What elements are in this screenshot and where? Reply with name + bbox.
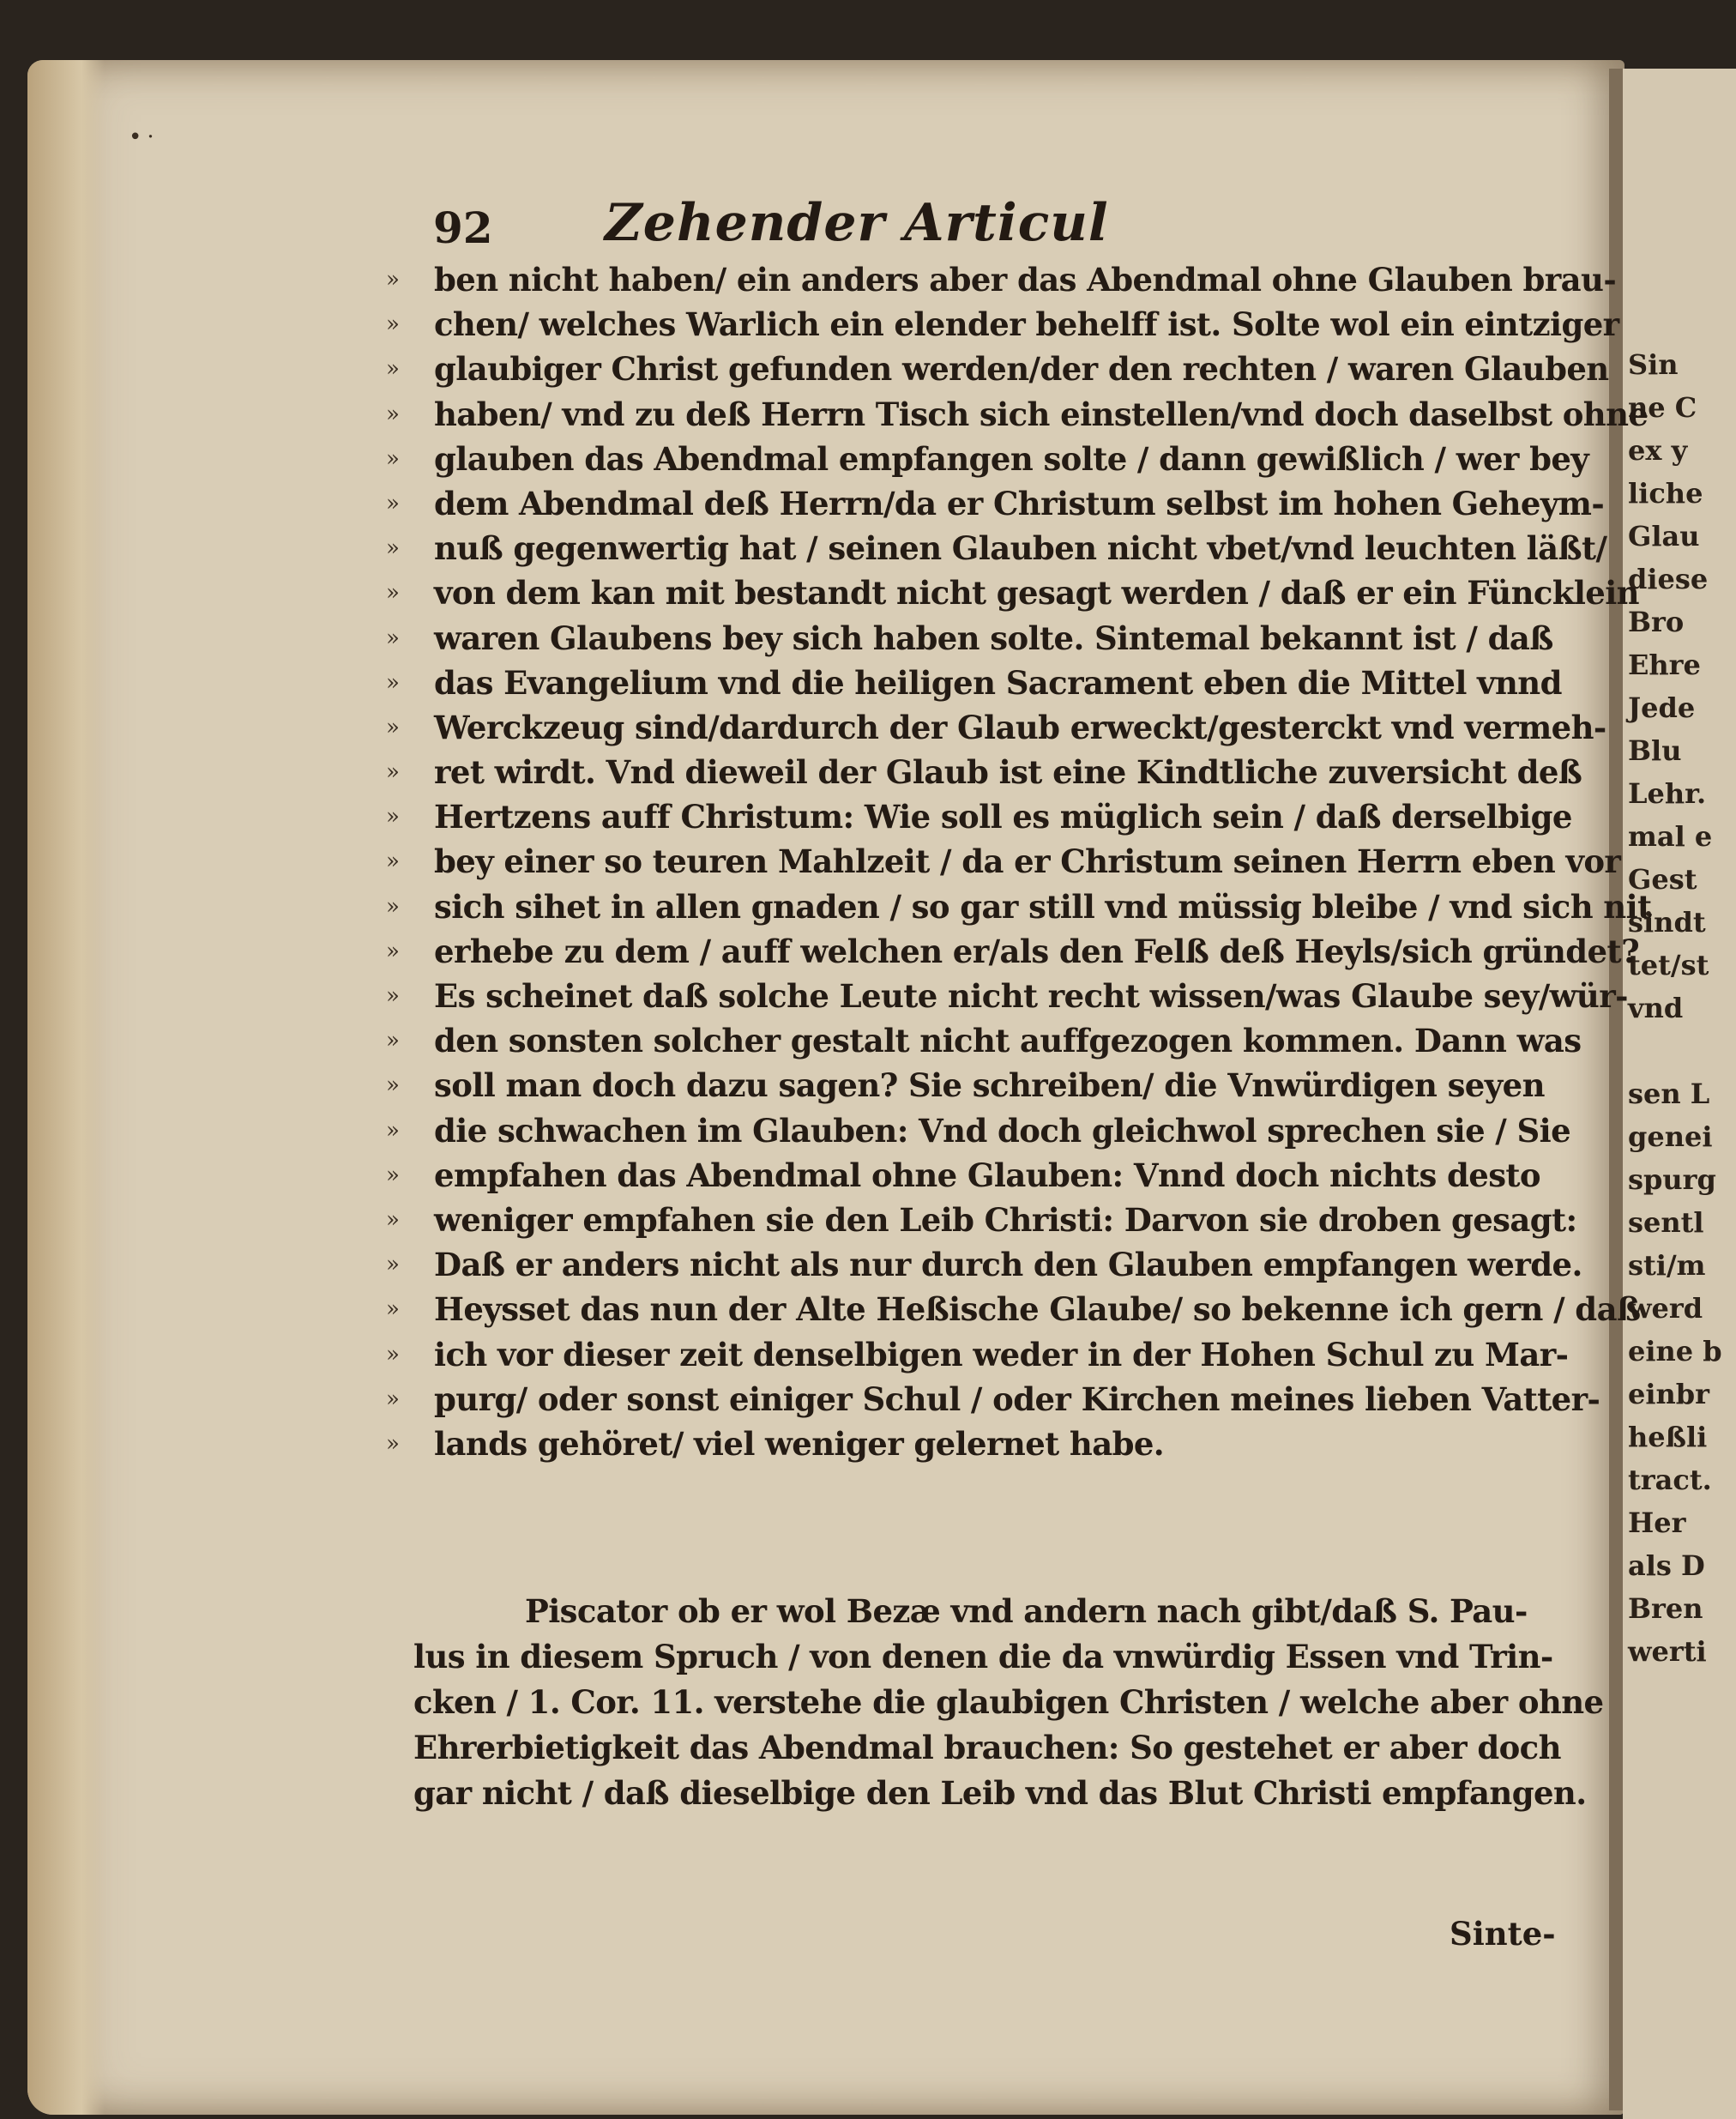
line-text: ben nicht haben/ ein anders aber das Abendmal ohne Glauben brau-	[434, 261, 1617, 299]
paragraph-block	[413, 1589, 1604, 1816]
facing-fragment: Gest	[1628, 863, 1697, 896]
quoted-line	[386, 1198, 1577, 1242]
quoted-line	[386, 1018, 1582, 1063]
line-text: die schwachen im Glauben: Vnd doch gleichwol sprechen sie / Sie	[434, 1111, 1571, 1150]
line-text: den sonsten solcher gestalt nicht auffgezogen kommen. Dann was	[434, 1022, 1582, 1060]
facing-fragment: heßli	[1628, 1421, 1708, 1453]
quoted-line	[386, 570, 1639, 615]
line-text: erhebe zu dem / auff welchen er/als den Felß deß Heyls/sich gründet?	[434, 932, 1640, 970]
facing-page	[1623, 69, 1736, 2119]
quote-mark: »	[386, 1162, 400, 1188]
line-text: nuß gegenwertig hat / seinen Glauben nicht vbet/vnd leuchten läßt/	[434, 529, 1607, 568]
quote-mark: »	[386, 445, 400, 472]
facing-fragment: als D	[1628, 1549, 1705, 1582]
page-edge-shading	[27, 60, 105, 2115]
facing-fragment: eine b	[1628, 1335, 1722, 1367]
quote-mark: »	[386, 848, 400, 875]
page-header	[433, 176, 1274, 253]
quote-mark: »	[386, 401, 400, 427]
facing-fragment: sen L	[1628, 1078, 1710, 1110]
quoted-line	[386, 839, 1621, 884]
quoted-line	[386, 1332, 1569, 1377]
paragraph-line: gar nicht / daß dieselbige den Leib vnd das Blut Christi empfangen.	[413, 1774, 1587, 1812]
facing-fragment: tract.	[1628, 1464, 1712, 1496]
quote-mark: »	[386, 311, 400, 338]
quote-mark: »	[386, 1386, 400, 1412]
line-text: Daß er anders nicht als nur durch den Glauben empfangen werde.	[434, 1246, 1582, 1284]
ink-spots: •·	[129, 124, 160, 150]
quote-mark: »	[386, 1206, 400, 1233]
facing-fragment: sindt	[1628, 906, 1706, 939]
facing-fragment: Glau	[1628, 520, 1700, 552]
quote-mark: »	[386, 1252, 400, 1278]
facing-fragment: Her	[1628, 1506, 1686, 1539]
line-text: empfahen das Abendmal ohne Glauben: Vnnd doch nichts desto	[434, 1156, 1540, 1194]
line-text: von dem kan mit bestandt nicht gesagt werden / daß er ein Füncklein	[434, 574, 1639, 613]
quoted-line	[386, 481, 1605, 526]
quote-mark: »	[386, 1028, 400, 1054]
facing-fragment: ne C	[1628, 391, 1697, 424]
facing-fragment: tet/st	[1628, 949, 1709, 981]
quote-mark: »	[386, 1296, 400, 1323]
facing-fragment: genei	[1628, 1120, 1713, 1153]
quote-mark: »	[386, 356, 400, 383]
line-text: weniger empfahen sie den Leib Christi: Darvon sie droben gesagt:	[434, 1200, 1577, 1239]
line-text: glaubiger Christ gefunden werden/der den rechten / waren Glauben	[434, 350, 1609, 389]
quoted-line	[386, 1422, 1535, 1466]
quoted-line	[386, 1153, 1540, 1198]
quote-mark: »	[386, 714, 400, 740]
quoted-line	[386, 884, 1652, 929]
line-text: glauben das Abendmal empfangen solte / dann gewißlich / wer bey	[434, 439, 1589, 478]
facing-fragment: Sin	[1628, 348, 1679, 381]
facing-fragment: Blu	[1628, 734, 1682, 767]
quoted-line	[386, 392, 1649, 437]
facing-fragment: Bren	[1628, 1592, 1703, 1625]
quote-mark: »	[386, 535, 400, 562]
quote-mark: »	[386, 1430, 400, 1457]
line-text: bey einer so teuren Mahlzeit / da er Christum seinen Herrn eben vor	[434, 842, 1621, 881]
paragraph-line: Ehrerbietigkeit das Abendmal brauchen: So gestehet er aber doch	[413, 1729, 1561, 1766]
quoted-line	[386, 437, 1589, 481]
quoted-line	[386, 1242, 1582, 1287]
line-text: Heysset das nun der Alte Heßische Glaube/ so bekenne ich gern / daß	[434, 1290, 1641, 1329]
line-text: ich vor dieser zeit denselbigen weder in der Hohen Schul zu Mar-	[434, 1335, 1569, 1373]
facing-fragment: Ehre	[1628, 649, 1701, 681]
quoted-line	[386, 1108, 1571, 1153]
facing-fragment: mal e	[1628, 820, 1713, 853]
facing-fragment: Bro	[1628, 606, 1685, 638]
line-text: haben/ vnd zu deß Herrn Tisch sich einstellen/vnd doch daselbst ohne	[434, 395, 1649, 433]
facing-fragment: sti/m	[1628, 1249, 1706, 1282]
facing-fragment: spurg	[1628, 1163, 1716, 1196]
line-text: chen/ welches Warlich ein elender behelff ist. Solte wol ein eintziger	[434, 305, 1619, 344]
catchword: Sinte-	[1450, 1915, 1556, 1953]
quoted-line	[386, 705, 1606, 750]
line-text: waren Glaubens bey sich haben solte. Sintemal bekannt ist / daß	[434, 619, 1553, 657]
quoted-line	[386, 526, 1607, 570]
facing-fragment: vnd	[1628, 992, 1684, 1024]
quoted-line	[386, 616, 1553, 661]
facing-fragment: diese	[1628, 563, 1709, 595]
book-gutter	[1609, 69, 1623, 2110]
quote-mark: »	[386, 1117, 400, 1144]
line-text: Es scheinet daß solche Leute nicht recht wissen/was Glaube sey/wür-	[434, 977, 1628, 1015]
quoted-line	[386, 750, 1582, 794]
facing-fragment: Lehr.	[1628, 777, 1707, 810]
facing-fragment: ex y	[1628, 434, 1688, 467]
line-text: soll man doch dazu sagen? Sie schreiben/ die Vnwürdigen seyen	[434, 1066, 1545, 1105]
facing-fragment: sentl	[1628, 1206, 1704, 1239]
quote-mark: »	[386, 580, 400, 607]
facing-fragment: einbr	[1628, 1378, 1710, 1410]
quoted-line	[386, 794, 1572, 839]
quote-mark: »	[386, 669, 400, 696]
quoted-line	[386, 257, 1617, 302]
line-text: Werckzeug sind/dardurch der Glaub erweckt/gesterckt vnd vermeh-	[434, 708, 1606, 746]
line-text: das Evangelium vnd die heiligen Sacrament eben die Mittel vnnd	[434, 663, 1562, 702]
facing-fragment: Jede	[1628, 691, 1696, 724]
quoted-line	[386, 302, 1619, 347]
running-title: Zehender Articul	[605, 193, 1109, 253]
paragraph-line: lus in diesem Spruch / von denen die da vnwürdig Essen vnd Trin-	[413, 1638, 1553, 1675]
quoted-line	[386, 347, 1609, 391]
quote-mark: »	[386, 267, 400, 293]
page-number: 92	[433, 202, 493, 253]
line-text: dem Abendmal deß Herrn/da er Christum selbst im hohen Geheym-	[434, 484, 1605, 522]
quote-mark: »	[386, 1072, 400, 1099]
quote-mark: »	[386, 804, 400, 830]
facing-fragment	[1628, 1029, 1736, 1072]
quote-mark: »	[386, 938, 400, 964]
facing-fragment: liche	[1628, 477, 1703, 510]
paragraph-line: cken / 1. Cor. 11. verstehe die glaubigen Christen / welche aber ohne	[413, 1683, 1604, 1721]
quote-mark: »	[386, 759, 400, 786]
facing-fragment: werti	[1628, 1635, 1707, 1668]
line-text: ret wirdt. Vnd dieweil der Glaub ist eine Kindtliche zuversicht deß	[434, 753, 1582, 792]
quoted-line	[386, 661, 1562, 705]
quote-mark: »	[386, 625, 400, 651]
quoted-line	[386, 929, 1640, 974]
quoted-text-block	[386, 257, 1652, 1466]
quoted-line	[386, 1287, 1641, 1331]
quoted-line	[386, 974, 1628, 1018]
line-text: sich sihet in allen gnaden / so gar still vnd müssig bleibe / vnd sich nit	[434, 887, 1652, 926]
quoted-line	[386, 1063, 1545, 1108]
line-text: Hertzens auff Christum: Wie soll es müglich sein / daß derselbige	[434, 798, 1572, 836]
line-text: purg/ oder sonst einiger Schul / oder Kirchen meines lieben Vatter-	[434, 1379, 1600, 1418]
quoted-line	[386, 1377, 1600, 1422]
quote-mark: »	[386, 490, 400, 516]
line-text: lands gehöret/ viel weniger gelernet habe.	[434, 1424, 1165, 1463]
paragraph-line: Piscator ob er wol Bezæ vnd andern nach gibt/daß S. Pau-	[525, 1592, 1528, 1630]
quote-mark: »	[386, 1341, 400, 1367]
facing-page-text	[1628, 343, 1736, 1673]
quote-mark: »	[386, 893, 400, 920]
quote-mark: »	[386, 983, 400, 1009]
facing-fragment: werd	[1628, 1292, 1703, 1325]
